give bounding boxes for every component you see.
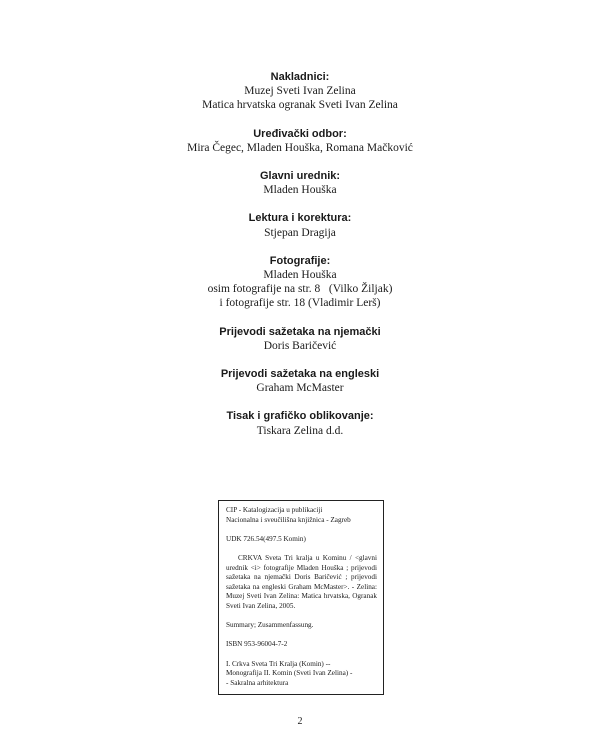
- cip-subject-line: I. Crkva Sveta Tri Kralja (Komin) --: [226, 659, 331, 668]
- credit-english-translation: [0, 367, 600, 395]
- cip-subjects: [226, 660, 377, 689]
- credit-value: Tiskara Zelina d.d.: [256, 424, 344, 437]
- credit-printing: [0, 409, 600, 437]
- credit-value: osim fotografije na str. 8 (Vilko Žiljak): [207, 283, 393, 296]
- cip-subject-line: - Sakralna arhitektura: [226, 678, 289, 687]
- credit-editorial-board: [0, 127, 600, 155]
- cip-subject-line: Monografija II. Komin (Sveti Ivan Zelina) -: [226, 669, 353, 678]
- credit-value: Muzej Sveti Ivan Zelina: [244, 85, 356, 98]
- credit-label: Lektura i korektura:: [248, 212, 352, 225]
- credit-value: Mladen Houška: [263, 269, 337, 282]
- credit-label: Prijevodi sažetaka na engleski: [220, 368, 380, 381]
- credit-proofreading: [0, 211, 600, 239]
- credit-editor-in-chief: [0, 169, 600, 197]
- credit-value: Matica hrvatska ogranak Sveti Ivan Zelina: [202, 99, 398, 112]
- cip-header-line: Nacionalna i sveučilišna knjižnica - Zagreb: [226, 515, 351, 524]
- credit-label: Prijevodi sažetaka na njemački: [219, 325, 381, 338]
- credit-value: Stjepan Dragija: [264, 226, 336, 239]
- credit-publishers: [0, 70, 600, 113]
- cip-udk: UDK 726.54(497.5 Komin): [226, 534, 306, 543]
- credit-value: i fotografije str. 18 (Vladimir Lerš): [219, 297, 381, 310]
- page-number: 2: [297, 716, 303, 727]
- cip-description: CRKVA Sveta Tri kralja u Kominu / <glavni urednik <i> fotografije Mladen Houška ; prijevodi sažetaka na njemački Doris Baričević ; prijevodi sažetaka na engleski Graham McMaster>. - Zelina: Muzej Sveti Ivan Zelina: Matica hrvatska, Ogranak Sveti Ivan Zelina, 2005.: [226, 553, 377, 610]
- credit-label: Fotografije:: [269, 254, 331, 267]
- credit-label: Uređivački odbor:: [253, 127, 347, 140]
- credit-label: Nakladnici:: [270, 71, 330, 83]
- credits-section: [0, 70, 600, 452]
- cip-summary: Summary; Zusammenfassung.: [226, 621, 314, 630]
- credit-german-translation: [0, 325, 600, 353]
- credit-label: Tisak i grafičko oblikovanje:: [226, 410, 374, 423]
- cip-header: [226, 506, 377, 525]
- credit-value: Doris Baričević: [263, 339, 337, 352]
- cip-record-box: [218, 500, 384, 695]
- credit-value: Mladen Houška: [263, 184, 337, 197]
- credit-photographs: [0, 254, 600, 311]
- credit-label: Glavni urednik:: [259, 170, 341, 183]
- credit-value: Graham McMaster: [256, 382, 344, 395]
- cip-isbn: ISBN 953-96004-7-2: [226, 640, 288, 649]
- cip-header-line: CIP - Katalogizacija u publikaciji: [226, 506, 323, 514]
- credit-value: Mira Čegec, Mladen Houška, Romana Mačković: [187, 141, 413, 154]
